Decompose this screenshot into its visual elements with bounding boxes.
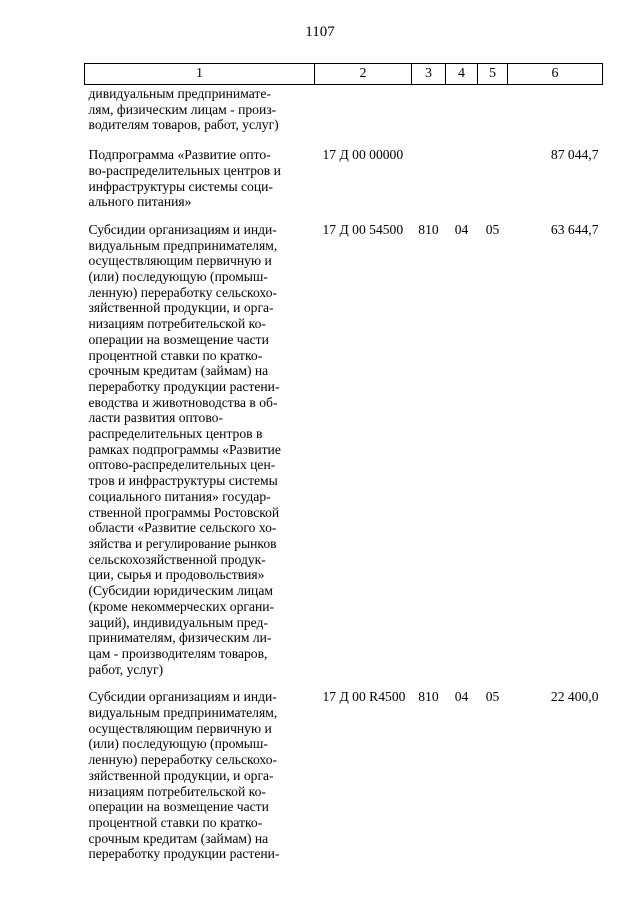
name-line: осуществляющим первичную и <box>88 720 272 736</box>
row-code: 17 Д 00 00000 <box>322 147 404 163</box>
name-line: ленную) переработку сельскохо- <box>88 752 278 768</box>
name-line: процентной ставки по кратко- <box>88 347 263 363</box>
name-line: ственной программы Ростовской <box>88 504 280 520</box>
row-code: 17 Д 00 54500 <box>322 221 404 237</box>
name-line: социального питания» государ- <box>88 488 271 504</box>
name-line: сельскохозяйственной продук- <box>88 551 266 567</box>
name-line: переработку продукции растени- <box>88 378 280 394</box>
row-amount: 87 044,7 <box>550 147 599 163</box>
name-line: низациям потребительской ко- <box>88 783 266 799</box>
name-line: срочным кредитам (займам) на <box>88 363 269 379</box>
column-header-1: 1 <box>85 64 315 85</box>
row-name <box>85 210 315 677</box>
name-line: ласти развития оптово- <box>88 410 224 426</box>
name-line: операции на возмещение части <box>88 799 269 815</box>
name-line: срочным кредитам (займам) на <box>88 830 269 846</box>
name-line: Субсидии организациям и инди- <box>88 221 277 237</box>
name-line: Подпрограмма «Развитие опто- <box>88 147 271 163</box>
name-line: оптово-распределительных цен- <box>88 457 276 473</box>
name-line: во-распределительных центров и <box>88 162 281 178</box>
budget-table <box>84 63 603 862</box>
table-row <box>85 85 603 134</box>
name-line: области «Развитие сельского хо- <box>88 520 277 536</box>
row-name <box>85 677 315 862</box>
name-line: распределительных центров в <box>88 426 263 442</box>
column-header-3: 3 <box>412 64 446 85</box>
name-line: цам - производителям товаров, <box>88 645 268 661</box>
column-header-2: 2 <box>315 64 412 85</box>
name-line: видуальным предпринимателям, <box>88 237 278 253</box>
row-vr: 810 <box>418 689 439 705</box>
row-rz: 04 <box>454 689 469 705</box>
name-line: ции, сырья и продовольствия» <box>88 567 265 583</box>
name-line: операции на возмещение части <box>88 331 269 347</box>
row-code <box>315 85 412 134</box>
table-row <box>85 210 603 677</box>
name-line: работ, услуг) <box>88 661 164 677</box>
name-line: зяйственной продукции, и орга- <box>88 300 274 316</box>
name-line: (кроме некоммерческих органи- <box>88 598 275 614</box>
row-amount: 63 644,7 <box>550 221 599 237</box>
name-line: водителям товаров, работ, услуг) <box>88 117 279 133</box>
row-amount <box>508 85 603 134</box>
row-pr: 05 <box>485 689 500 705</box>
name-line: (или) последующую (промыш- <box>88 269 268 285</box>
row-rz <box>446 85 478 134</box>
row-rz: 04 <box>454 221 469 237</box>
name-line: Субсидии организациям и инди- <box>88 689 277 705</box>
row-pr <box>478 133 508 210</box>
name-line: процентной ставки по кратко- <box>88 814 263 830</box>
name-line: принимателям, физическим ли- <box>88 630 272 646</box>
name-line: заций), индивидуальным пред- <box>88 614 268 630</box>
name-line: тров и инфраструктуры системы <box>88 473 278 489</box>
name-line: низациям потребительской ко- <box>88 316 266 332</box>
name-line: рамках подпрограммы «Развитие <box>88 441 281 457</box>
row-name <box>85 133 315 210</box>
row-pr <box>478 85 508 134</box>
row-vr: 810 <box>418 221 439 237</box>
row-code: 17 Д 00 R4500 <box>322 689 406 705</box>
name-line: ленную) переработку сельскохо- <box>88 284 278 300</box>
row-vr <box>412 85 446 134</box>
table-row <box>85 677 603 862</box>
name-line: осуществляющим первичную и <box>88 253 272 269</box>
name-line: зяйства и регулирование рынков <box>88 535 277 551</box>
name-line: переработку продукции растени- <box>88 846 280 862</box>
column-header-5: 5 <box>478 64 508 85</box>
column-header-6: 6 <box>508 64 603 85</box>
page-number: 1107 <box>305 24 335 40</box>
row-rz <box>446 133 478 210</box>
name-line: видуальным предпринимателям, <box>88 705 278 721</box>
name-line: лям, физическим лицам - произ- <box>88 101 277 117</box>
name-line: инфраструктуры системы соци- <box>88 178 273 194</box>
name-line: (Субсидии юридическим лицам <box>88 583 273 599</box>
row-vr <box>412 133 446 210</box>
name-line: дивидуальным предпринимате- <box>88 86 271 101</box>
row-amount: 22 400,0 <box>550 689 599 705</box>
name-line: (или) последующую (промыш- <box>88 736 268 752</box>
row-pr: 05 <box>485 221 500 237</box>
column-header-4: 4 <box>446 64 478 85</box>
name-line: зяйственной продукции, и орга- <box>88 767 274 783</box>
table-header-row <box>85 64 603 85</box>
name-line: ального питания» <box>88 194 192 210</box>
table-row <box>85 133 603 210</box>
row-name <box>85 85 315 134</box>
name-line: еводства и животноводства в об- <box>88 394 278 410</box>
